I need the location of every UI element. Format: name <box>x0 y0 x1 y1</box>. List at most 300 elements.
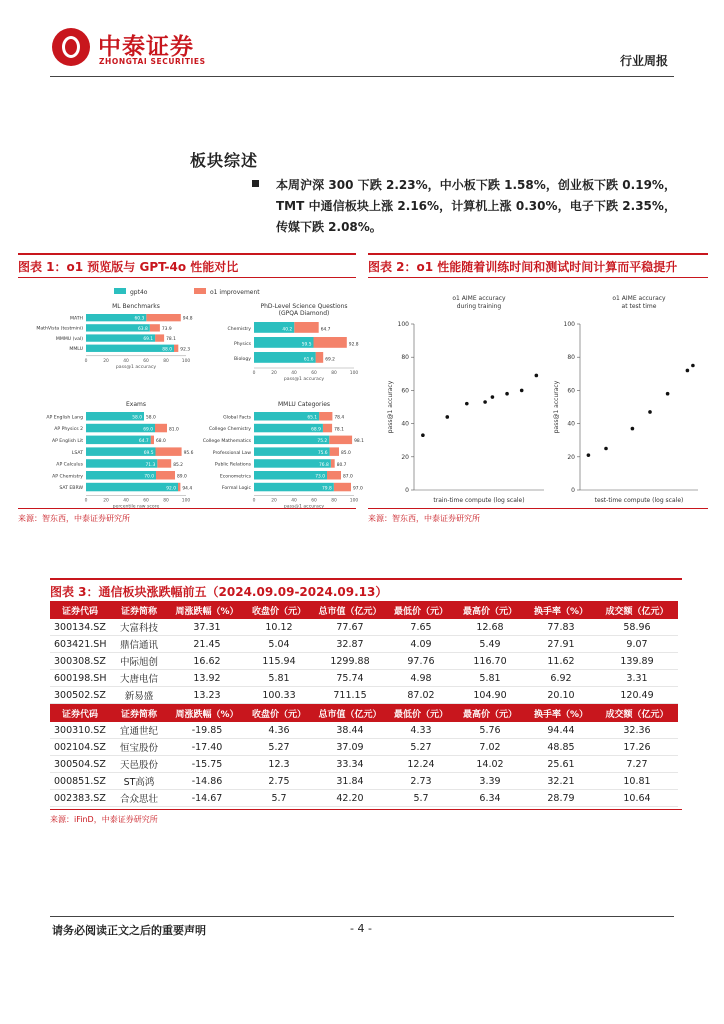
table-cell: -17.40 <box>168 739 246 756</box>
table-header-cell: 证券代码 <box>50 704 110 723</box>
scatter-point <box>445 415 449 419</box>
table-cell: 38.44 <box>312 722 388 739</box>
x-axis-label: pass@1 accuracy <box>283 377 325 382</box>
x-tick-label: 0 <box>252 498 256 504</box>
bar-improvement <box>330 447 339 455</box>
table-cell: 2.73 <box>388 773 454 790</box>
table-cell: 20.10 <box>526 687 596 704</box>
x-tick-label: 80 <box>163 358 169 364</box>
table-header-cell: 成交额（亿元） <box>596 704 678 723</box>
table-row <box>50 619 678 636</box>
table-cell: 大唐电信 <box>110 670 168 687</box>
table-header-cell: 总市值（亿元） <box>312 704 388 723</box>
x-axis-label: test-time compute (log scale) <box>594 497 684 504</box>
table-cell: 87.02 <box>388 687 454 704</box>
table-header-cell: 最高价（元） <box>454 704 526 723</box>
bar-improvement <box>316 352 324 363</box>
bar-improvement <box>155 424 167 432</box>
table-cell: 6.92 <box>526 670 596 687</box>
bar-category-label: Global Facts <box>223 415 251 421</box>
x-tick-label: 100 <box>181 498 191 504</box>
bar-total-label: 64.7 <box>320 327 331 333</box>
x-tick-label: 0 <box>84 498 88 504</box>
table-source: 来源：iFinD，中泰证券研究所 <box>50 815 158 824</box>
summary-paragraph: 本周沪深 300 下跌 2.23%，中小板下跌 1.58%，创业板下跌 0.19%，TMT 中通信板块上涨 2.16%，计算机上涨 0.30%，电子下跌 2.35%，传媒下跌 2.08%。 <box>276 178 676 234</box>
table-cell: 48.85 <box>526 739 596 756</box>
table-cell: 58.96 <box>596 619 678 636</box>
bar-base-label: 63.8 <box>138 326 148 332</box>
x-tick-label: 60 <box>143 498 149 504</box>
scatter-subtitle: during training <box>456 303 502 310</box>
table-cell: 16.62 <box>168 653 246 670</box>
table-cell: 115.94 <box>246 653 312 670</box>
table-header-row <box>50 601 678 619</box>
bar-category-label: LSAT <box>71 450 83 456</box>
bullet-icon <box>252 180 259 187</box>
bar-base-label: 92.0 <box>166 486 176 492</box>
y-tick-label: 0 <box>571 487 575 494</box>
table-cell: 合众思壮 <box>110 790 168 807</box>
bar-improvement <box>174 345 178 352</box>
table-cell: 10.64 <box>596 790 678 807</box>
table-cell: 5.27 <box>388 739 454 756</box>
bar-category-label: MMLU <box>69 347 83 353</box>
x-tick-label: 80 <box>331 498 337 504</box>
table-cell: 3.39 <box>454 773 526 790</box>
table-cell: 300308.SZ <box>50 653 110 670</box>
table-cell: 120.49 <box>596 687 678 704</box>
table-cell: 32.21 <box>526 773 596 790</box>
table-cell: 37.31 <box>168 619 246 636</box>
panel-title: ML Benchmarks <box>112 303 160 310</box>
x-axis-label: pass@1 accuracy <box>115 364 157 370</box>
table-cell: 300504.SZ <box>50 756 110 773</box>
bar-total-label: 94.8 <box>182 316 193 322</box>
table-header-cell: 最低价（元） <box>388 601 454 619</box>
bar-base-label: 58.0 <box>132 415 142 421</box>
table-cell: 21.45 <box>168 636 246 653</box>
logo-ring-icon <box>62 36 80 58</box>
logo-mark-icon <box>52 28 90 66</box>
bar-total-label: 85.2 <box>173 462 183 468</box>
table-cell: 12.68 <box>454 619 526 636</box>
table-cell: 6.34 <box>454 790 526 807</box>
bar-category-label: AP English Lang <box>46 415 83 421</box>
table-row <box>50 739 678 756</box>
scatter-point <box>483 400 487 404</box>
bar-improvement <box>155 334 164 341</box>
bar-category-label: SAT EBRW <box>59 486 83 492</box>
panel-title: Exams <box>126 401 146 408</box>
y-tick-label: 40 <box>401 420 409 428</box>
bar-improvement <box>156 471 175 479</box>
bar-total-label: 78.1 <box>334 427 344 433</box>
bar-improvement <box>327 471 341 479</box>
bar-category-label: Professional Law <box>212 450 251 456</box>
table-cell: 75.74 <box>312 670 388 687</box>
table-cell: ST高鸿 <box>110 773 168 790</box>
bar-improvement <box>156 447 182 455</box>
bar-total-label: 94.4 <box>182 486 193 492</box>
figure2-source: 来源：智东西，中泰证券研究所 <box>368 514 480 523</box>
table-cell: 9.07 <box>596 636 678 653</box>
x-tick-label: 40 <box>291 498 297 504</box>
y-tick-label: 0 <box>405 487 409 494</box>
bar-total-label: 87.0 <box>343 474 353 480</box>
bar-total-label: 97.0 <box>353 486 363 492</box>
table-cell: 300310.SZ <box>50 722 110 739</box>
table-cell: 37.09 <box>312 739 388 756</box>
table-header-cell: 换手率（%） <box>526 704 596 723</box>
table-cell: 新易盛 <box>110 687 168 704</box>
scatter-subtitle: at test time <box>621 303 657 310</box>
table-cell: 77.83 <box>526 619 596 636</box>
table-cell: 603421.SH <box>50 636 110 653</box>
table-cell: 14.02 <box>454 756 526 773</box>
table-header-cell: 证券简称 <box>110 704 168 723</box>
bar-category-label: Physics <box>234 342 251 348</box>
table-cell: 139.89 <box>596 653 678 670</box>
scatter-point <box>686 369 690 373</box>
figure2 <box>368 253 708 524</box>
bar-total-label: 92.3 <box>180 347 191 353</box>
bar-base-label: 61.6 <box>303 357 314 363</box>
panel-title: MMLU Categories <box>277 401 331 408</box>
bar-total-label: 68.0 <box>156 439 166 445</box>
bar-total-label: 95.6 <box>183 451 194 457</box>
y-tick-label: 80 <box>401 354 409 362</box>
x-tick-label: 60 <box>143 358 149 364</box>
bar-base-label: 69.1 <box>143 337 154 343</box>
x-tick-label: 20 <box>103 498 109 504</box>
x-axis-label: pass@1 accuracy <box>283 504 325 510</box>
x-tick-label: 60 <box>311 498 317 504</box>
table-cell: 7.65 <box>388 619 454 636</box>
table-cell: 大富科技 <box>110 619 168 636</box>
bar-base-label: 69.5 <box>143 451 154 457</box>
legend-label-o1: o1 improvement <box>210 289 260 296</box>
table-cell: 13.23 <box>168 687 246 704</box>
bar-base-label: 76.8 <box>319 462 329 468</box>
x-tick-label: 40 <box>123 358 129 364</box>
table-cell: 77.67 <box>312 619 388 636</box>
scatter-point <box>666 392 670 396</box>
legend-swatch-gpt4o <box>114 288 126 294</box>
bar-improvement <box>178 483 180 491</box>
table-cell: 5.04 <box>246 636 312 653</box>
bar-base-label: 88.0 <box>162 347 172 353</box>
figure1-chart <box>18 278 364 510</box>
table-cell: 7.02 <box>454 739 526 756</box>
bar-improvement <box>294 322 319 333</box>
table-cell: 天邑股份 <box>110 756 168 773</box>
page-number: - 4 - <box>350 922 372 935</box>
table-row <box>50 790 678 807</box>
bar-category-label: College Chemistry <box>208 427 251 433</box>
table-cell: 32.87 <box>312 636 388 653</box>
stock-table <box>50 601 678 807</box>
x-tick-label: 0 <box>252 371 256 376</box>
table-cell: 300502.SZ <box>50 687 110 704</box>
table-cell: 32.36 <box>596 722 678 739</box>
bar-improvement <box>157 459 171 467</box>
table-cell: 3.31 <box>596 670 678 687</box>
table-cell: 27.91 <box>526 636 596 653</box>
scatter-point <box>587 453 591 457</box>
bar-category-label: MMMU (val) <box>55 336 83 342</box>
bar-improvement <box>150 324 160 331</box>
x-tick-label: 40 <box>123 498 129 504</box>
table-cell: -14.86 <box>168 773 246 790</box>
logo-subtext: ZHONGTAI SECURITIES <box>99 57 206 66</box>
table-cell: 5.49 <box>454 636 526 653</box>
y-tick-label: 20 <box>567 453 575 461</box>
bar-category-label: AP Chemistry <box>52 474 83 480</box>
bar-category-label: Econometrics <box>219 474 251 480</box>
bar-total-label: 69.2 <box>325 357 335 363</box>
x-axis-label: percentile raw score <box>112 504 160 510</box>
table-cell: 42.20 <box>312 790 388 807</box>
x-tick-label: 100 <box>349 371 359 376</box>
table-cell: 10.81 <box>596 773 678 790</box>
table-cell: 11.62 <box>526 653 596 670</box>
bar-improvement <box>319 412 332 420</box>
x-tick-label: 20 <box>103 358 109 364</box>
bar-base-label: 71.3 <box>145 462 156 468</box>
table-header-cell: 周涨跌幅（%） <box>168 601 246 619</box>
scatter-point <box>631 427 635 431</box>
scatter-title: o1 AIME accuracy <box>452 295 506 302</box>
table-cell: 28.79 <box>526 790 596 807</box>
bar-improvement <box>314 337 347 348</box>
bar-category-label: MATH <box>69 316 83 322</box>
table-cell: 4.33 <box>388 722 454 739</box>
x-tick-label: 20 <box>271 498 277 504</box>
bar-category-label: College Mathematics <box>202 438 251 444</box>
table-bottom-rule <box>50 809 682 810</box>
bar-category-label: AP English Lit <box>51 438 83 444</box>
section-title: 板块综述 <box>190 151 259 170</box>
table-cell: 17.26 <box>596 739 678 756</box>
bar-category-label: AP Physics 2 <box>54 427 83 433</box>
table-cell: 4.98 <box>388 670 454 687</box>
scatter-point <box>421 433 425 437</box>
table-cell: 300134.SZ <box>50 619 110 636</box>
table-cell: 5.81 <box>454 670 526 687</box>
table-cell: 600198.SH <box>50 670 110 687</box>
table-header-cell: 证券代码 <box>50 601 110 619</box>
bar-base-label: 65.1 <box>307 415 318 421</box>
y-tick-label: 20 <box>401 453 409 461</box>
table-cell: 5.76 <box>454 722 526 739</box>
table-cell: 宜通世纪 <box>110 722 168 739</box>
bar-total-label: 78.1 <box>166 337 176 343</box>
bar-total-label: 89.0 <box>177 474 187 480</box>
y-tick-label: 40 <box>567 420 575 428</box>
bar-category-label: Chemistry <box>227 327 251 333</box>
scatter-point <box>505 392 509 396</box>
y-axis-label: pass@1 accuracy <box>387 380 394 434</box>
header-divider <box>50 76 674 77</box>
table-header-cell: 成交额（亿元） <box>596 601 678 619</box>
table-cell: 13.92 <box>168 670 246 687</box>
table-cell: 97.76 <box>388 653 454 670</box>
bar-base-label: 60.3 <box>134 316 145 322</box>
y-axis-label: pass@1 accuracy <box>553 380 560 434</box>
bar-base-label: 73.0 <box>315 474 325 480</box>
table-header-cell: 证券简称 <box>110 601 168 619</box>
report-type: 行业周报 <box>619 54 668 68</box>
table-cell: 7.27 <box>596 756 678 773</box>
table-cell: 恒宝股份 <box>110 739 168 756</box>
bar-base-label: 59.5 <box>301 342 312 348</box>
y-tick-label: 100 <box>397 321 409 328</box>
table-cell: 10.12 <box>246 619 312 636</box>
table-header-cell: 收盘价（元） <box>246 601 312 619</box>
bar-improvement <box>334 483 351 491</box>
table-cell: 002104.SZ <box>50 739 110 756</box>
bar-improvement <box>329 436 352 444</box>
table-header-cell: 总市值（亿元） <box>312 601 388 619</box>
x-tick-label: 20 <box>271 371 277 376</box>
bar-base-label: 68.9 <box>311 427 321 433</box>
table-row <box>50 722 678 739</box>
x-tick-label: 100 <box>349 498 359 504</box>
figure1-source: 来源：智东西，中泰证券研究所 <box>18 514 130 523</box>
figure2-bottom-rule <box>368 508 708 509</box>
bar-total-label: 98.1 <box>354 439 364 445</box>
figure2-chart <box>368 278 708 508</box>
table-cell: 鼎信通讯 <box>110 636 168 653</box>
bar-gpt4o <box>86 483 178 491</box>
x-tick-label: 80 <box>163 498 169 504</box>
bar-total-label: 78.4 <box>334 415 345 421</box>
bar-base-label: 79.8 <box>322 486 332 492</box>
table-header-row <box>50 704 678 723</box>
bar-base-label: 75.6 <box>317 451 328 457</box>
scatter-title: o1 AIME accuracy <box>612 295 666 302</box>
x-tick-label: 100 <box>181 358 191 364</box>
x-tick-label: 60 <box>311 371 317 376</box>
bar-base-label: 64.7 <box>138 439 149 445</box>
bar-base-label: 69.0 <box>143 427 153 433</box>
bar-category-label: Biology <box>234 357 251 363</box>
bar-improvement <box>323 424 332 432</box>
bar-base-label: 70.0 <box>144 474 154 480</box>
table-row <box>50 756 678 773</box>
bar-improvement <box>331 459 335 467</box>
table-cell: 5.27 <box>246 739 312 756</box>
table-row <box>50 687 678 704</box>
bar-improvement <box>151 436 154 444</box>
x-tick-label: 0 <box>84 358 88 364</box>
table-cell: 12.3 <box>246 756 312 773</box>
table-cell: 中际旭创 <box>110 653 168 670</box>
table-cell: 116.70 <box>454 653 526 670</box>
scatter-point <box>691 364 695 368</box>
table-header-cell: 最低价（元） <box>388 704 454 723</box>
legend-swatch-o1 <box>194 288 206 294</box>
table-cell: 5.81 <box>246 670 312 687</box>
bar-category-label: AP Calculus <box>56 462 83 468</box>
table-cell: 104.90 <box>454 687 526 704</box>
scatter-point <box>520 389 524 393</box>
table-cell: 12.24 <box>388 756 454 773</box>
scatter-point <box>535 374 539 378</box>
bar-total-label: 85.0 <box>341 451 351 457</box>
x-axis-label: train-time compute (log scale) <box>433 497 525 504</box>
table-cell: 711.15 <box>312 687 388 704</box>
table-cell: 94.44 <box>526 722 596 739</box>
table-cell: 33.34 <box>312 756 388 773</box>
logo-text: 中泰证券 <box>98 34 194 60</box>
bar-total-label: 58.0 <box>146 415 156 421</box>
table-title: 图表 3：通信板块涨跌幅前五（2024.09.09-2024.09.13） <box>50 578 682 601</box>
y-tick-label: 100 <box>563 321 575 328</box>
table-header-cell: 周涨跌幅（%） <box>168 704 246 723</box>
bar-total-label: 92.8 <box>348 342 359 348</box>
y-tick-label: 60 <box>401 387 409 395</box>
table-cell: 5.7 <box>246 790 312 807</box>
panel-title: PhD-Level Science Questions <box>260 303 348 310</box>
table-row <box>50 670 678 687</box>
table-row <box>50 636 678 653</box>
table-figure <box>50 578 682 825</box>
footer-divider <box>50 916 674 917</box>
x-tick-label: 40 <box>291 371 297 376</box>
figure1 <box>18 253 364 524</box>
bar-total-label: 81.0 <box>169 427 179 433</box>
footer-disclaimer: 请务必阅读正文之后的重要声明 <box>52 924 206 937</box>
table-cell: 4.09 <box>388 636 454 653</box>
table-header-cell: 换手率（%） <box>526 601 596 619</box>
bar-category-label: Formal Logic <box>221 486 251 492</box>
table-cell: 25.61 <box>526 756 596 773</box>
scatter-point <box>648 410 652 414</box>
bar-total-label: 80.7 <box>336 462 347 468</box>
bar-gpt4o <box>86 345 174 352</box>
table-header-cell: 收盘价（元） <box>246 704 312 723</box>
bar-category-label: MathVista (testmini) <box>36 326 83 332</box>
y-tick-label: 60 <box>567 387 575 395</box>
table-cell: 2.75 <box>246 773 312 790</box>
table-header-cell: 最高价（元） <box>454 601 526 619</box>
bar-total-label: 73.9 <box>161 326 172 332</box>
x-tick-label: 80 <box>331 371 337 376</box>
scatter-point <box>604 447 608 451</box>
scatter-point <box>465 402 469 406</box>
table-cell: 002383.SZ <box>50 790 110 807</box>
table-cell: -14.67 <box>168 790 246 807</box>
legend-label-gpt4o: gpt4o <box>130 289 148 296</box>
table-cell: 5.7 <box>388 790 454 807</box>
table-cell: 4.36 <box>246 722 312 739</box>
panel-subtitle: (GPQA Diamond) <box>278 310 330 317</box>
table-cell: -15.75 <box>168 756 246 773</box>
bar-base-label: 40.2 <box>282 327 293 333</box>
figure2-title: 图表 2：o1 性能随着训练时间和测试时间计算而平稳提升 <box>368 253 708 276</box>
table-cell: 000851.SZ <box>50 773 110 790</box>
bar-base-label: 75.2 <box>317 439 328 445</box>
scatter-point <box>491 395 495 399</box>
table-row <box>50 773 678 790</box>
y-tick-label: 80 <box>567 354 575 362</box>
table-cell: 1299.88 <box>312 653 388 670</box>
table-cell: -19.85 <box>168 722 246 739</box>
figure1-title: 图表 1：o1 预览版与 GPT-4o 性能对比 <box>18 253 356 276</box>
bar-improvement <box>146 314 181 321</box>
table-row <box>50 653 678 670</box>
